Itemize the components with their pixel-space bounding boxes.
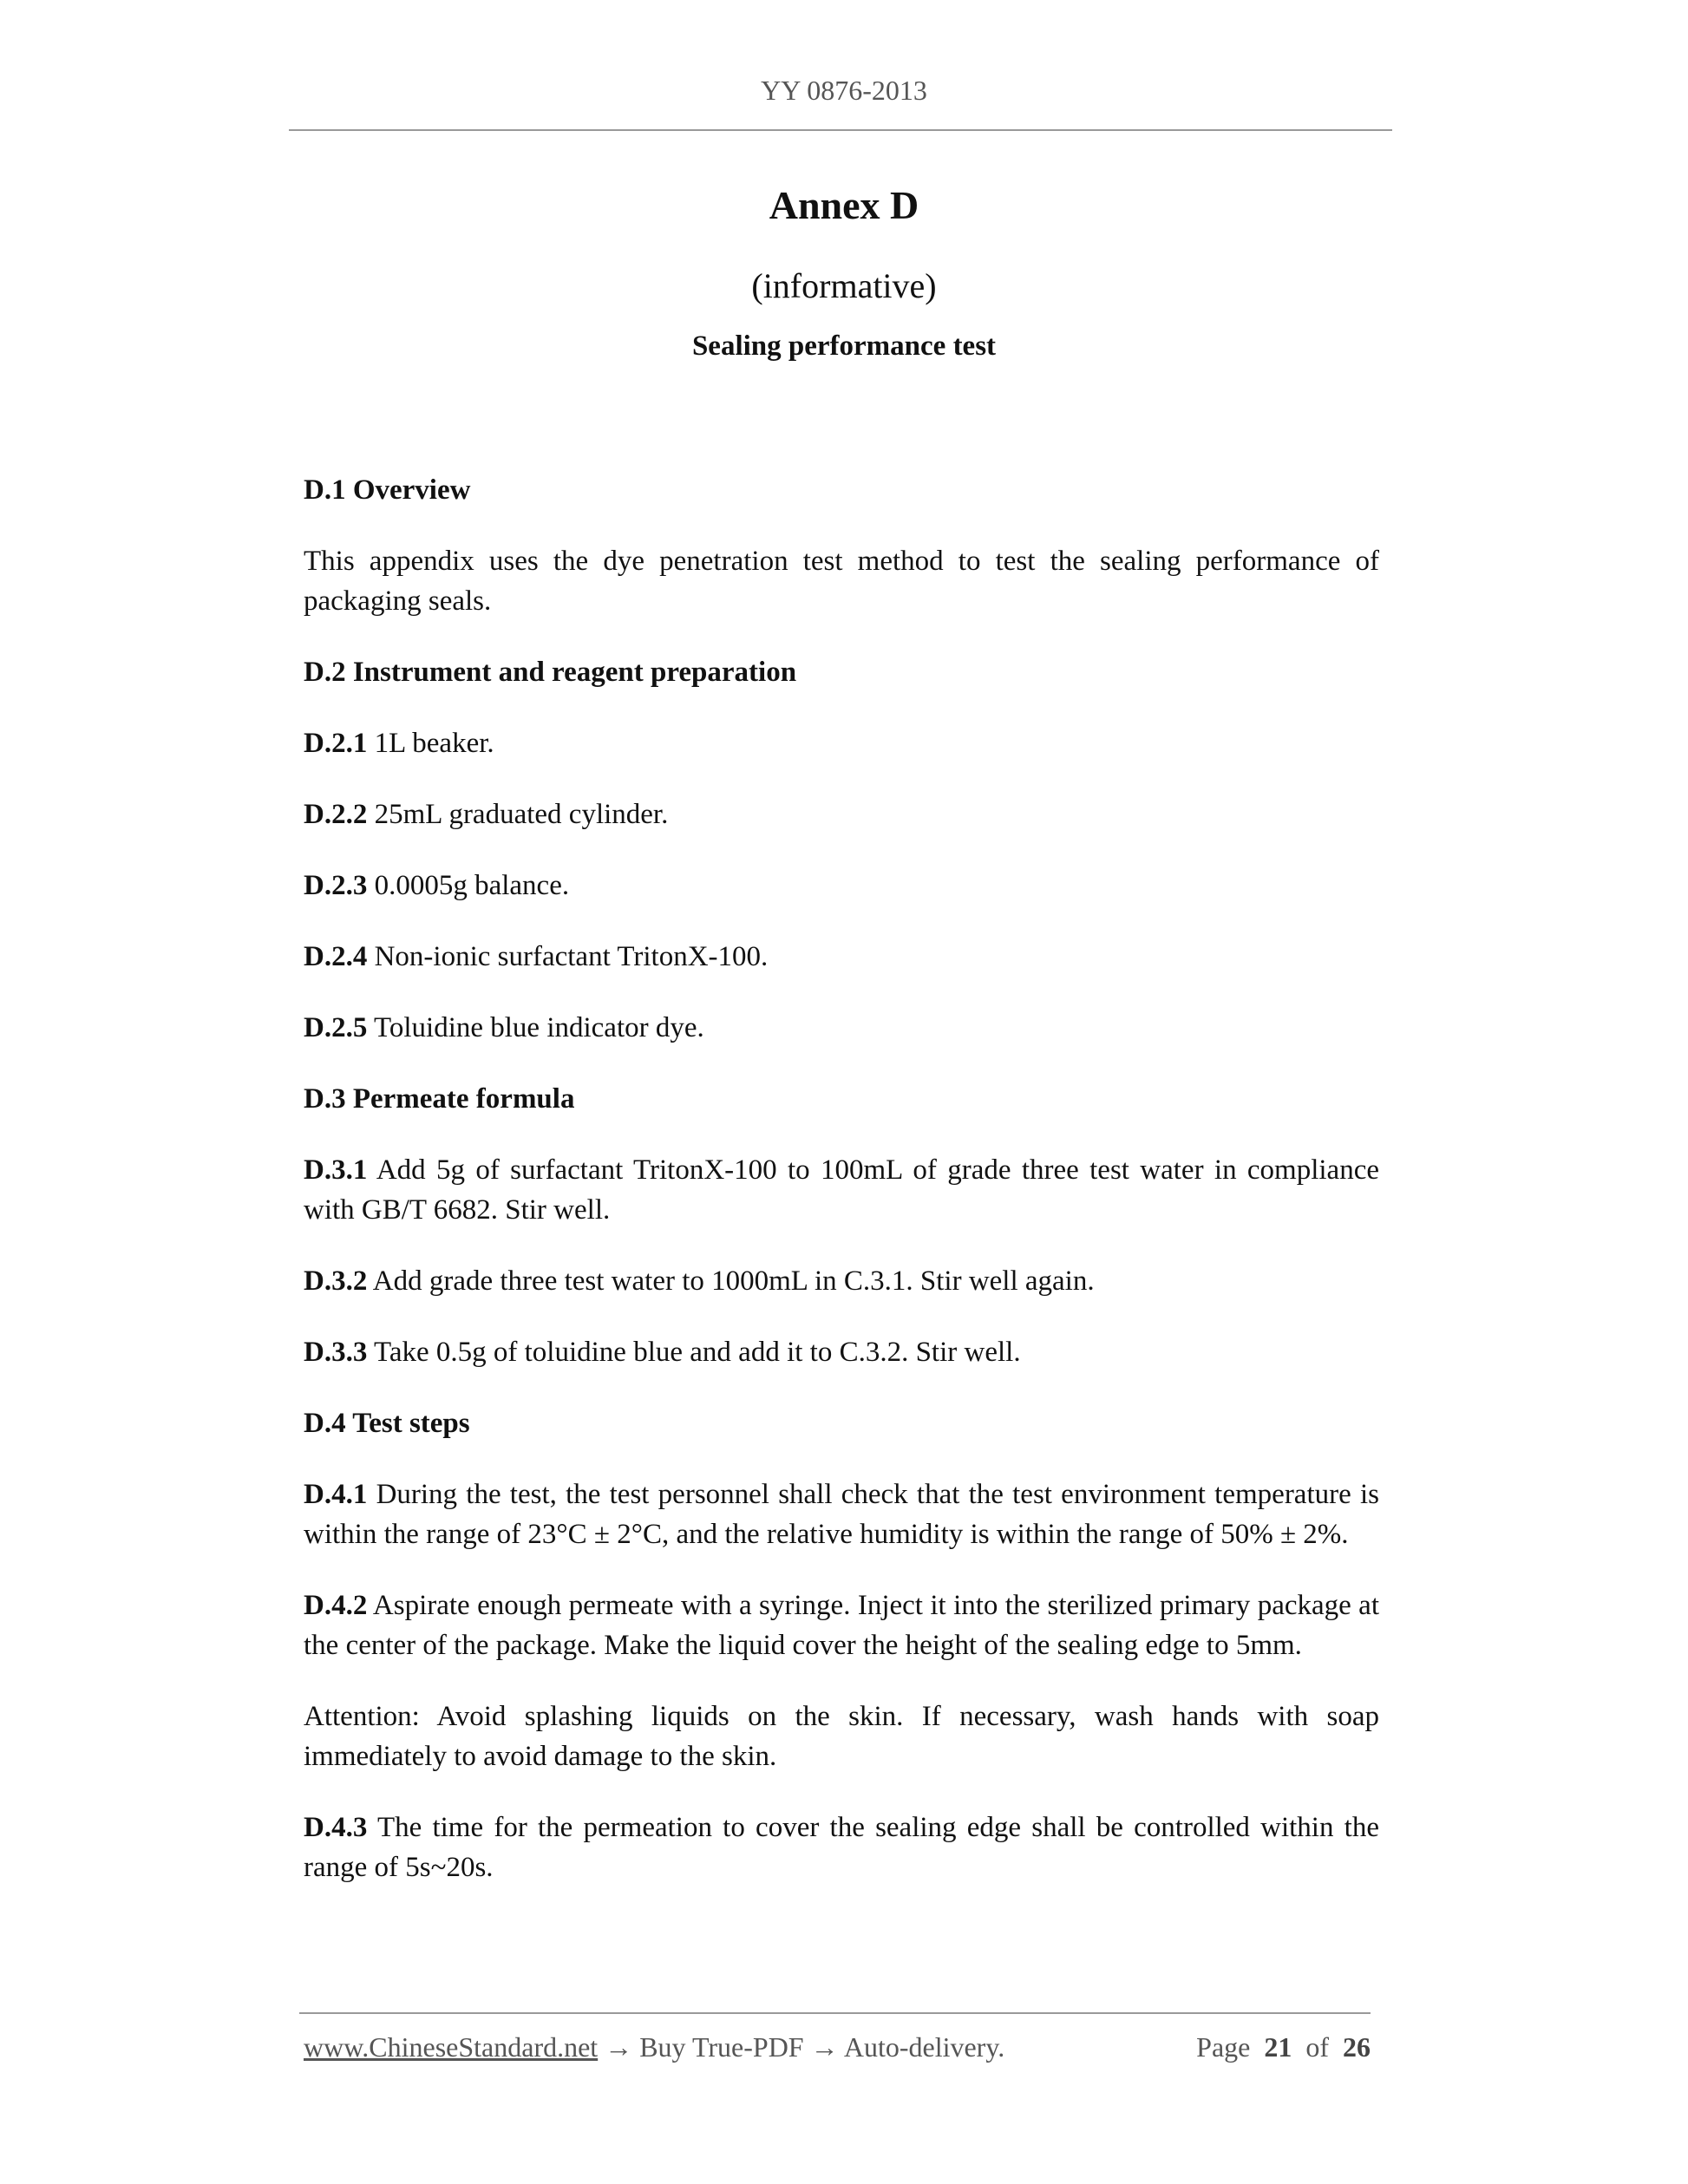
clause-text: Aspirate enough permeate with a syringe. Inject it into the sterilized primary package at the center of the package. Make the liquid cover the height of the sealing edge to 5mm. bbox=[304, 1590, 1379, 1661]
paragraph-d1: This appendix uses the dye penetration test method to test the sealing performance of packaging seals. bbox=[304, 546, 1379, 617]
clause-text: Take 0.5g of toluidine blue and add it to C.3.2. Stir well. bbox=[367, 1337, 1021, 1368]
section-heading-d3: D.3 Permeate formula bbox=[304, 1083, 575, 1115]
header-divider bbox=[289, 129, 1392, 131]
clause-label: D.2.3 bbox=[304, 870, 368, 901]
clause-d4-3 bbox=[304, 1808, 1379, 1887]
footer-promo bbox=[304, 2031, 1004, 2063]
annex-subject: Sealing performance test bbox=[691, 330, 997, 362]
clause-text: Add grade three test water to 1000mL in C.3.1. Stir well again. bbox=[367, 1265, 1095, 1297]
clause-label: D.2.5 bbox=[304, 1012, 368, 1043]
clause-text: Add 5g of surfactant TritonX-100 to 100mL of grade three test water in compliance with GB/T 6682. Stir well. bbox=[304, 1154, 1379, 1226]
page-number bbox=[1196, 2031, 1371, 2063]
clause-text: Non-ionic surfactant TritonX-100. bbox=[367, 941, 769, 972]
clause-d2-2 bbox=[304, 794, 1379, 834]
document-id-header: YY 0876-2013 bbox=[761, 75, 927, 106]
clause-text: Toluidine blue indicator dye. bbox=[367, 1012, 704, 1043]
annex-type: (informative) bbox=[751, 266, 937, 305]
page-word: Page bbox=[1196, 2031, 1251, 2063]
clause-text: 25mL graduated cylinder. bbox=[367, 799, 669, 830]
clause-d2-4 bbox=[304, 937, 1379, 977]
clause-text: During the test, the test personnel shall check that the test environment temperature is within the range of 23°C ± 2°C, and the relative humidity is within the range of 50% ± 2%. bbox=[304, 1479, 1379, 1550]
clause-d3-3 bbox=[304, 1332, 1379, 1372]
clause-label: D.4.1 bbox=[304, 1479, 368, 1510]
annex-title: Annex D bbox=[769, 183, 919, 227]
clause-d2-5 bbox=[304, 1008, 1379, 1048]
footer-divider bbox=[299, 2012, 1371, 2014]
clause-label: D.3.1 bbox=[304, 1154, 368, 1186]
attention-note: Attention: Avoid splashing liquids on the skin. If necessary, wash hands with soap immediately to avoid damage to the skin. bbox=[304, 1701, 1379, 1772]
clause-label: D.3.2 bbox=[304, 1265, 368, 1297]
clause-label: D.2.4 bbox=[304, 941, 368, 972]
clause-label: D.4.2 bbox=[304, 1590, 368, 1621]
clause-label: D.2.2 bbox=[304, 799, 368, 830]
clause-d3-1 bbox=[304, 1150, 1379, 1230]
website-link[interactable]: www.ChineseStandard.net bbox=[304, 2031, 599, 2063]
section-heading-d4: D.4 Test steps bbox=[304, 1408, 470, 1439]
clause-d4-1 bbox=[304, 1475, 1379, 1554]
clause-label: D.3.3 bbox=[304, 1337, 368, 1368]
total-pages: 26 bbox=[1343, 2031, 1371, 2063]
clause-text: 0.0005g balance. bbox=[367, 870, 570, 901]
clause-text: The time for the permeation to cover the sealing edge shall be controlled within the range of 5s~20s. bbox=[304, 1812, 1379, 1883]
clause-label: D.4.3 bbox=[304, 1812, 368, 1843]
of-word: of bbox=[1305, 2031, 1329, 2063]
current-page: 21 bbox=[1264, 2031, 1292, 2063]
clause-text: 1L beaker. bbox=[367, 728, 494, 759]
section-heading-d1: D.1 Overview bbox=[304, 474, 471, 506]
clause-d2-3 bbox=[304, 866, 1379, 906]
promo-text: → Buy True-PDF → Auto-delivery. bbox=[598, 2031, 1005, 2063]
section-heading-d2: D.2 Instrument and reagent preparation bbox=[304, 657, 797, 688]
document-body bbox=[304, 470, 1379, 1919]
clause-d4-2 bbox=[304, 1586, 1379, 1665]
clause-d2-1 bbox=[304, 723, 1379, 763]
clause-d3-2 bbox=[304, 1261, 1379, 1301]
clause-label: D.2.1 bbox=[304, 728, 368, 759]
page-footer bbox=[304, 2031, 1371, 2063]
